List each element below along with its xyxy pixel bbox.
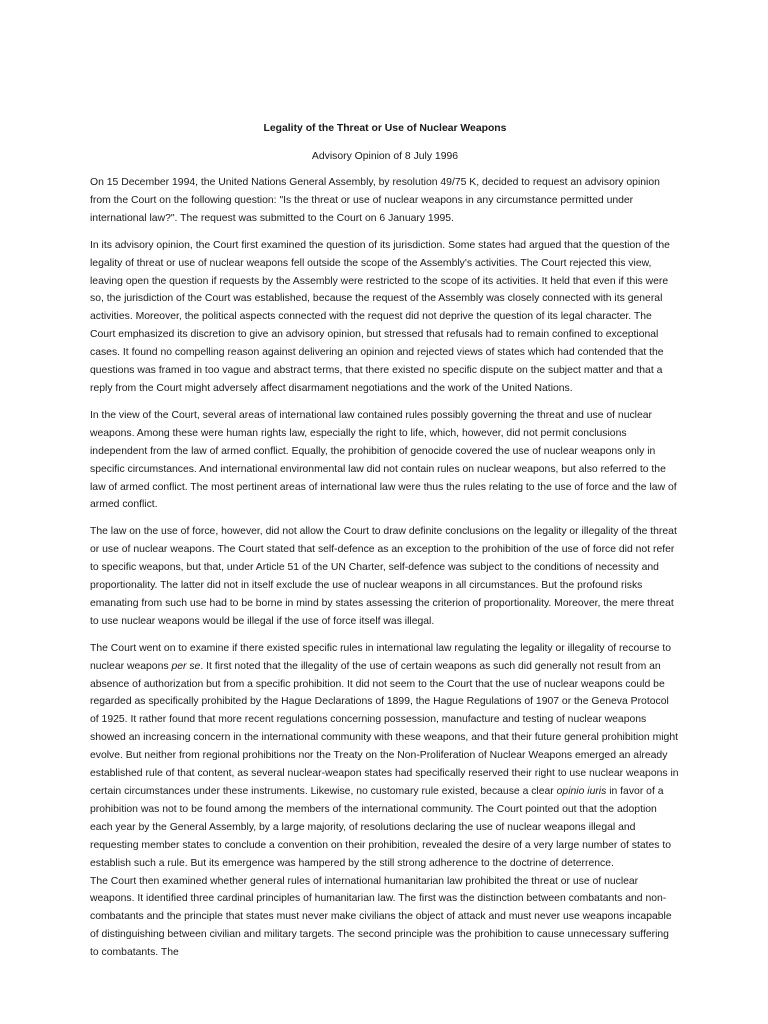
paragraph-jurisdiction <box>90 237 680 398</box>
paragraph-emphasis-opinio-iuris: opinio iuris <box>556 786 607 797</box>
paragraph-text: in favor of a prohibition was not to be found among the members of the international community. The Court pointed out that the adoption each year by the General Assembly, by a large majority, of resolutions declaring the use of nuclear weapons illegal and requesting member states to conclude a convention on their prohibition, revealed the desire of a very large number of states to establish such a rule. But its emergence was hampered by the still strong adherence to the doctrine of deterrence. <box>90 786 672 869</box>
document-subtitle: Advisory Opinion of 8 July 1996 <box>311 151 459 162</box>
paragraph-use-of-force <box>90 523 680 630</box>
paragraph-specific-rules <box>90 640 680 873</box>
paragraph-text: On 15 December 1994, the United Nations General Assembly, by resolution 49/75 K, decided to request an advisory opinion from the Court on the following question: "Is the threat or use of nuclear weapons in any circumstance permitted under international law?". The request was submitted to the Court on 6 January 1995. <box>90 177 660 224</box>
paragraph-request <box>90 174 680 228</box>
document-title: Legality of the Threat or Use of Nuclear Weapons <box>263 123 507 134</box>
paragraph-emphasis-per-se: per se <box>171 660 201 672</box>
paragraph-text: The Court went on to examine if there existed specific rules in international law regulating the legality or illegality of recourse to nuclear weapons <box>90 642 672 672</box>
paragraph-text: The law on the use of force, however, did not allow the Court to draw definite conclusions on the legality or illegality of the threat or use of nuclear weapons. The Court stated that self-defence as an exception to the prohibition of the use of force did not refer to specific weapons, but that, under Article 51 of the UN Charter, self-defence was subject to the conditions of necessity and proportionality. The latter did not in itself exclude the use of nuclear weapons in all circumstances. But the profound risks emanating from such use had to be borne in mind by states assessing the criterion of proportionality. Moreover, the mere threat to use nuclear weapons would be illegal if the use of force itself was illegal. <box>90 526 677 627</box>
paragraph-areas-of-law <box>90 407 680 514</box>
paragraph-text: In the view of the Court, several areas of international law contained rules possibly governing the threat and use of nuclear weapons. Among these were human rights law, especially the right to life, which, however, did not permit conclusions independent from the law of armed conflict. Equally, the prohibition of genocide covered the use of nuclear weapons only in specific circumstances. And international environmental law did not contain rules on nuclear weapons, but also referred to the law of armed conflict. The most pertinent areas of international law were thus the rules relating to the use of force and the law of armed conflict. <box>90 409 677 511</box>
paragraph-text: In its advisory opinion, the Court first examined the question of its jurisdiction. Some states had argued that the question of the legality of threat or use of nuclear weapons fell outside the scope of the Assembly's activities. The Court rejected this view, leaving open the question if requests by the Assembly were restricted to the scope of its activities. It held that even if this were so, the jurisdiction of the Court was established, because the request of the Assembly was closely connected with its general activities. Moreover, the political aspects connected with the request did not deprive the question of its legal character. The Court emphasized its discretion to give an advisory opinion, but stressed that refusals had to remain confined to exceptional cases. It found no compelling reason against delivering an opinion and rejected views of states which had contended that the questions was framed in too vague and abstract terms, that there existed no specific dispute on the subject matter and that a reply from the Court might adversely affect disarmament negotiations and the work of the United Nations. <box>90 239 670 394</box>
paragraph-text: The Court then examined whether general rules of international humanitarian law prohibited the threat or use of nuclear weapons. It identified three cardinal principles of humanitarian law. The first was the distinction between combatants and non-combatants and the principle that states must never make civilians the object of attack and must never use weapons incapable of distinguishing between civilian and military targets. The second principle was the prohibition to cause unnecessary suffering to combatants. The <box>90 875 672 959</box>
paragraph-text: . It first noted that the illegality of the use of certain weapons as such did generally not result from an absence of authorization but from a specific prohibition. It did not seem to the Court that the use of nuclear weapons could be regarded as specifically prohibited by the Hague Declarations of 1899, the Hague Regulations of 1907 or the Geneva Protocol of 1925. It rather found that more recent regulations concerning possession, manufacture and testing of nuclear weapons showed an increasing concern in the international community with these weapons, and that their future general prohibition might evolve. But neither from regional prohibitions nor the Treaty on the Non-Proliferation of Nuclear Weapons emerged an already established rule of that content, as several nuclear-weapon states had specifically reserved their right to use nuclear weapons in certain circumstances under these instruments. Likewise, no customary rule existed, because a clear <box>90 660 679 797</box>
paragraph-humanitarian-law <box>90 873 680 963</box>
